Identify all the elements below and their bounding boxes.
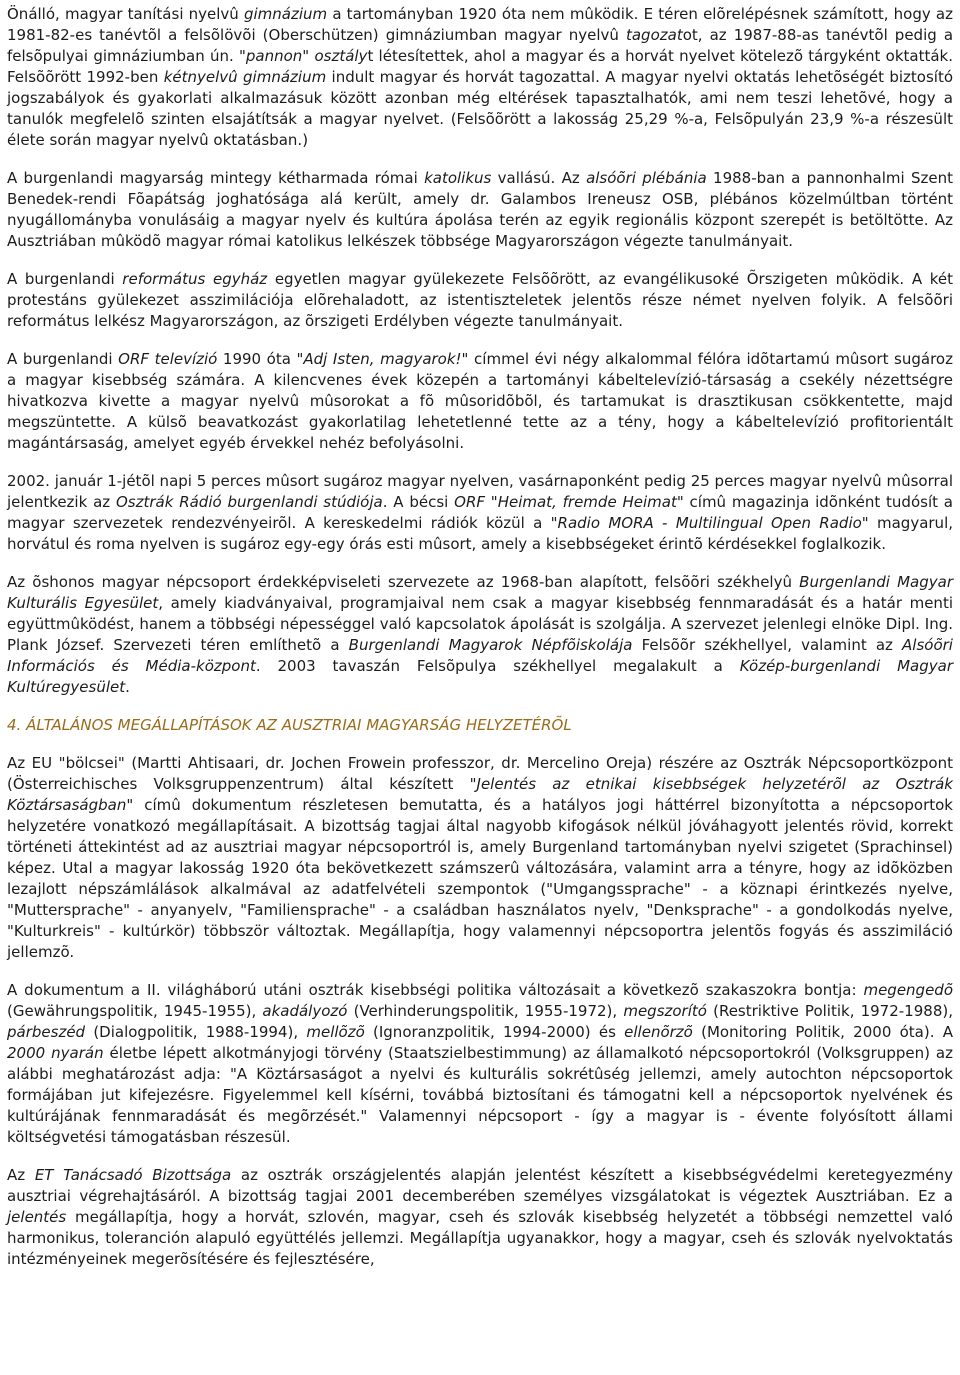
text-run: A burgenlandi magyarság mintegy kétharmada római (7, 169, 425, 187)
emphasized-text: 2000 nyarán (7, 1044, 104, 1062)
text-run: a tartományban 1920 óta nem mûködik. E téren elõrelépésnek számított, hogy az 1981-82-es tanévtõl a felsõlövõi (Oberschützen) gimnáziumban magyar nyelvû (7, 5, 953, 44)
emphasized-text: akadályozó (262, 1002, 348, 1020)
text-run: 1988-ban a pannonhalmi Szent Benedek-rendi Fõapátság joghatósága alá került, amely dr. Galambos Ireneusz OSB, plébános közelmúltban történt nyugállományba vonulásáig a magyar nyelv és kultúra ápolása terén az egyik regionális központ szerepét is betöltötte. Az Ausztriában mûködõ magyar római katolikus lelkészek többsége Magyarországon végezte tanulmányait. (7, 169, 953, 250)
emphasized-text: Közép-burgenlandi Magyar Kultúregyesület (7, 657, 954, 696)
section-heading (7, 715, 953, 736)
emphasized-text: megszorító (623, 1002, 707, 1020)
emphasized-text: Osztrák Rádió burgenlandi stúdiója (115, 493, 383, 511)
text-run: 1990 óta (217, 350, 297, 368)
emphasized-text: "Jelentés az etnikai kisebbségek helyzetérõl az Osztrák Köztársaságban" (7, 775, 953, 814)
emphasized-text: 4. ÁLTALÁNOS MEGÁLLAPÍTÁSOK AZ AUSZTRIAI MAGYARSÁG HELYZETÉRÕL (7, 716, 572, 734)
emphasized-text: ellenõrzõ (624, 1023, 693, 1041)
text-run: címû magazinja idõnként tudósít a magyar szervezetek rendezvényeirõl. A kereskedelmi rádiók közül a (7, 493, 953, 532)
text-run: Az EU "bölcsei" (Martti Ahtisaari, dr. Jochen Frowein professzor, dr. Mercelino Oreja) részére az Osztrák Népcsoportközpont (Österreichisches Volksgruppenzentrum) által készített (7, 754, 953, 793)
text-run: ot, az 1987-88-as tanévtõl pedig a felsõpulyai gimnáziumban ún. (7, 26, 954, 65)
text-run: vallású. Az (491, 169, 587, 187)
text-run: . 2003 tavaszán Felsõpulya székhellyel megalakult a (255, 657, 740, 675)
paragraph-radio (7, 471, 953, 555)
text-run: (Dialogpolitik, 1988-1994), (85, 1023, 307, 1041)
text-run: magyarul, horvátul és roma nyelven is sugároz egy-egy órás esti mûsort, amely a kisebbségeket érintõ kérdésekkel foglalkozik. (7, 514, 954, 553)
paragraph-gymnasium (7, 4, 953, 151)
emphasized-text: tagozat (625, 26, 683, 44)
emphasized-text: Burgenlandi Magyar Kulturális Egyesület (7, 573, 953, 612)
emphasized-text: "Adj Isten, magyarok!" (296, 350, 469, 368)
text-run: (Restriktive Politik, 1972-1988), (706, 1002, 953, 1020)
text-run: A dokumentum a II. világháború utáni osztrák kisebbségi politika változásait a következõ szakaszokra bontja: (7, 981, 864, 999)
text-run: az osztrák országjelentés alapján jelentést készített a kisebbségvédelmi keretegyezmény ausztriai végrehajtásáról. A bizottság tagjai 2001 decemberében személyes vizsgálatokat is végeztek Ausztriában. Ez a (7, 1166, 953, 1205)
text-run: címû dokumentum részletesen bemutatta, és a hatályos jogi háttérrel bizonyította a népcsoportok helyzetére vonatkozó megállapításait. A bizottság tagjai által nagyobb kifogások nélkül jóváhagyott jelentés rövid, korrekt történeti áttekintést ad az ausztriai magyar népcsoportról is, amely Burgenland tartományban nyelvi szigetet (Sprachinsel) képez. Utal a magyar lakosság 1920 óta bekövetkezett számszerû változására, valamint arra a tényre, hogy az idõközben lezajlott népszámlálások alkalmával az adatfelvételi szempontok ("Umgangssprache" - a köznapi érintkezés nyelve, "Muttersprache" - anyanyelv, "Familiensprache" - a családban használatos nyelv, "Denksprache" - a gondolkodás nyelve, "Kulturkreis" - kultúrkör) többször változtak. Megállapítja, hogy valamennyi népcsoportra jelentõs fogyás és asszimiláció jellemzõ. (7, 796, 953, 961)
text-run: , amely kiadványaival, programjaival nem csak a magyar kisebbség fennmaradását és a határ menti együttmûködést, hanem a többségi népességgel való kapcsolatok ápolását is szolgálja. A szervezet jelenlegi elnöke Dipl. Ing. Plank József. Szervezeti téren említhetõ a (7, 594, 953, 654)
paragraph-catholic-church (7, 168, 953, 252)
emphasized-text: párbeszéd (7, 1023, 86, 1041)
text-run: (Verhinderungspolitik, 1955-1972), (347, 1002, 624, 1020)
text-run: Önálló, magyar tanítási nyelvû (7, 5, 244, 23)
text-run: Az õshonos magyar népcsoport érdekképviseleti szervezete az 1968-ban alapított, felsõõri székhelyû (7, 573, 800, 591)
paragraph-orf-television (7, 349, 953, 454)
text-run: t létesítettek, ahol a magyar és a horvát nyelvet kötelezõ tárgyként oktatták. Felsõõrött 1992-ben (7, 47, 953, 86)
text-run: 2002. január 1-jétõl napi 5 perces mûsort sugároz magyar nyelven, vasárnaponként pedig 25 perces magyar nyelvû mûsorral jelentkezik az (7, 472, 953, 511)
text-run: . (125, 678, 130, 696)
text-run: életbe lépett alkotmányjogi törvény (Staatszielbestimmung) az államalkotó népcsoportokról (Volksgruppen) az alábbi meghatározást adja: "A Köztársaságot a nyelvi és kulturális sokrétûség jellemzi, amely autochton népcsoportok formájában jut kifejezésre. Figyelemmel kell kísérni, továbbá biztosítani és támogatni kell a népcsoportok nyelvének és kultúrájának fennmaradását és megõrzését." Valamennyi népcsoport - így a magyar is - évente folyósított állami költségvetési támogatásban részesül. (7, 1044, 953, 1146)
emphasized-text: jelentés (7, 1208, 67, 1226)
emphasized-text: Burgenlandi Magyarok Népfõiskolája (348, 636, 633, 654)
text-run: A burgenlandi (7, 350, 119, 368)
emphasized-text: "pannon" osztály (239, 47, 368, 65)
paragraph-eu-report (7, 753, 953, 963)
text-run: Az (7, 1166, 35, 1184)
text-run: . A bécsi (382, 493, 455, 511)
emphasized-text: mellõzõ (306, 1023, 365, 1041)
text-run: egyetlen magyar gyülekezete Felsõõrött, az evangélikusoké Õrszigeten mûködik. A két protestáns gyülekezet asszimilációja elõrehaladott, az istentiszteletek jelentõs része német nyelven folyik. A felsõõri református lelkész Magyarországon, az õrszigeti Erdélyben végezte tanulmányait. (7, 270, 953, 330)
text-run: megállapítja, hogy a horvát, szlovén, magyar, cseh és szlovák kisebbség helyzetét a többségi nemzettel való harmonikus, toleranción alapuló együttélés jellemzi. Megállapítja ugyanakkor, hogy a magyar, cseh és szlovák nyelvoktatás intézményeinek megerõsítésére és fejlesztésére, (7, 1208, 953, 1268)
emphasized-text: alsóõri plébánia (586, 169, 707, 187)
text-run: (Gewährungspolitik, 1945-1955), (7, 1002, 263, 1020)
emphasized-text: kétnyelvû gimnázium (163, 68, 327, 86)
emphasized-text: református egyház (122, 270, 268, 288)
text-run: indult magyar és horvát tagozattal. A magyar nyelvi oktatás lehetõségét biztosító jogszabályok és gyakorlati alkalmazásuk között azonban még eltérések tapasztalhatók, ami nem teszi lehetõvé, hogy a tanulók megfelelõ szinten elsajátítsák a magyar nyelvet. (Felsõõrött a lakosság 25,29 %-a, Felsõpulyán 23,9 %-a részesült élete során magyar nyelvû oktatásban.) (7, 68, 954, 149)
emphasized-text: Alsóõri Információs és Média-központ (7, 636, 953, 675)
emphasized-text: ET Tanácsadó Bizottsága (34, 1166, 232, 1184)
paragraph-council-of-europe (7, 1165, 953, 1270)
text-run: (Ignoranzpolitik, 1994-2000) és (364, 1023, 625, 1041)
paragraph-reformed-church (7, 269, 953, 332)
paragraph-organizations (7, 572, 953, 698)
emphasized-text: ORF televízió (118, 350, 218, 368)
emphasized-text: "Radio MORA - Multilingual Open Radio" (550, 514, 869, 532)
text-run: címmel évi négy alkalommal félóra idõtartamú mûsort sugároz a magyar kisebbség számára. A kilencvenes évek közepén a tartományi kábeltelevízió-társaság a csekély nézettségre hivatkozva kivette a magyar nyelvû mûsorokat a fõ mûsoridõbõl, és tartamukat is drasztikusan csökkentette, majd megszüntette. A külsõ beavatkozást gyakorlatilag lehetetlenné tette az a tény, hogy a kábeltelevízió profitorientált magántársaság, amelyet egyéb érvekkel nehéz befolyásolni. (7, 350, 953, 452)
emphasized-text: gimnázium (243, 5, 328, 23)
paragraph-policy-phases (7, 980, 953, 1148)
text-run: A burgenlandi (7, 270, 123, 288)
emphasized-text: ORF "Heimat, fremde Heimat" (454, 493, 684, 511)
text-run: Felsõõr székhellyel, valamint az (632, 636, 903, 654)
text-run: (Monitoring Politik, 2000 óta). A (692, 1023, 953, 1041)
emphasized-text: megengedõ (863, 981, 953, 999)
emphasized-text: katolikus (424, 169, 492, 187)
